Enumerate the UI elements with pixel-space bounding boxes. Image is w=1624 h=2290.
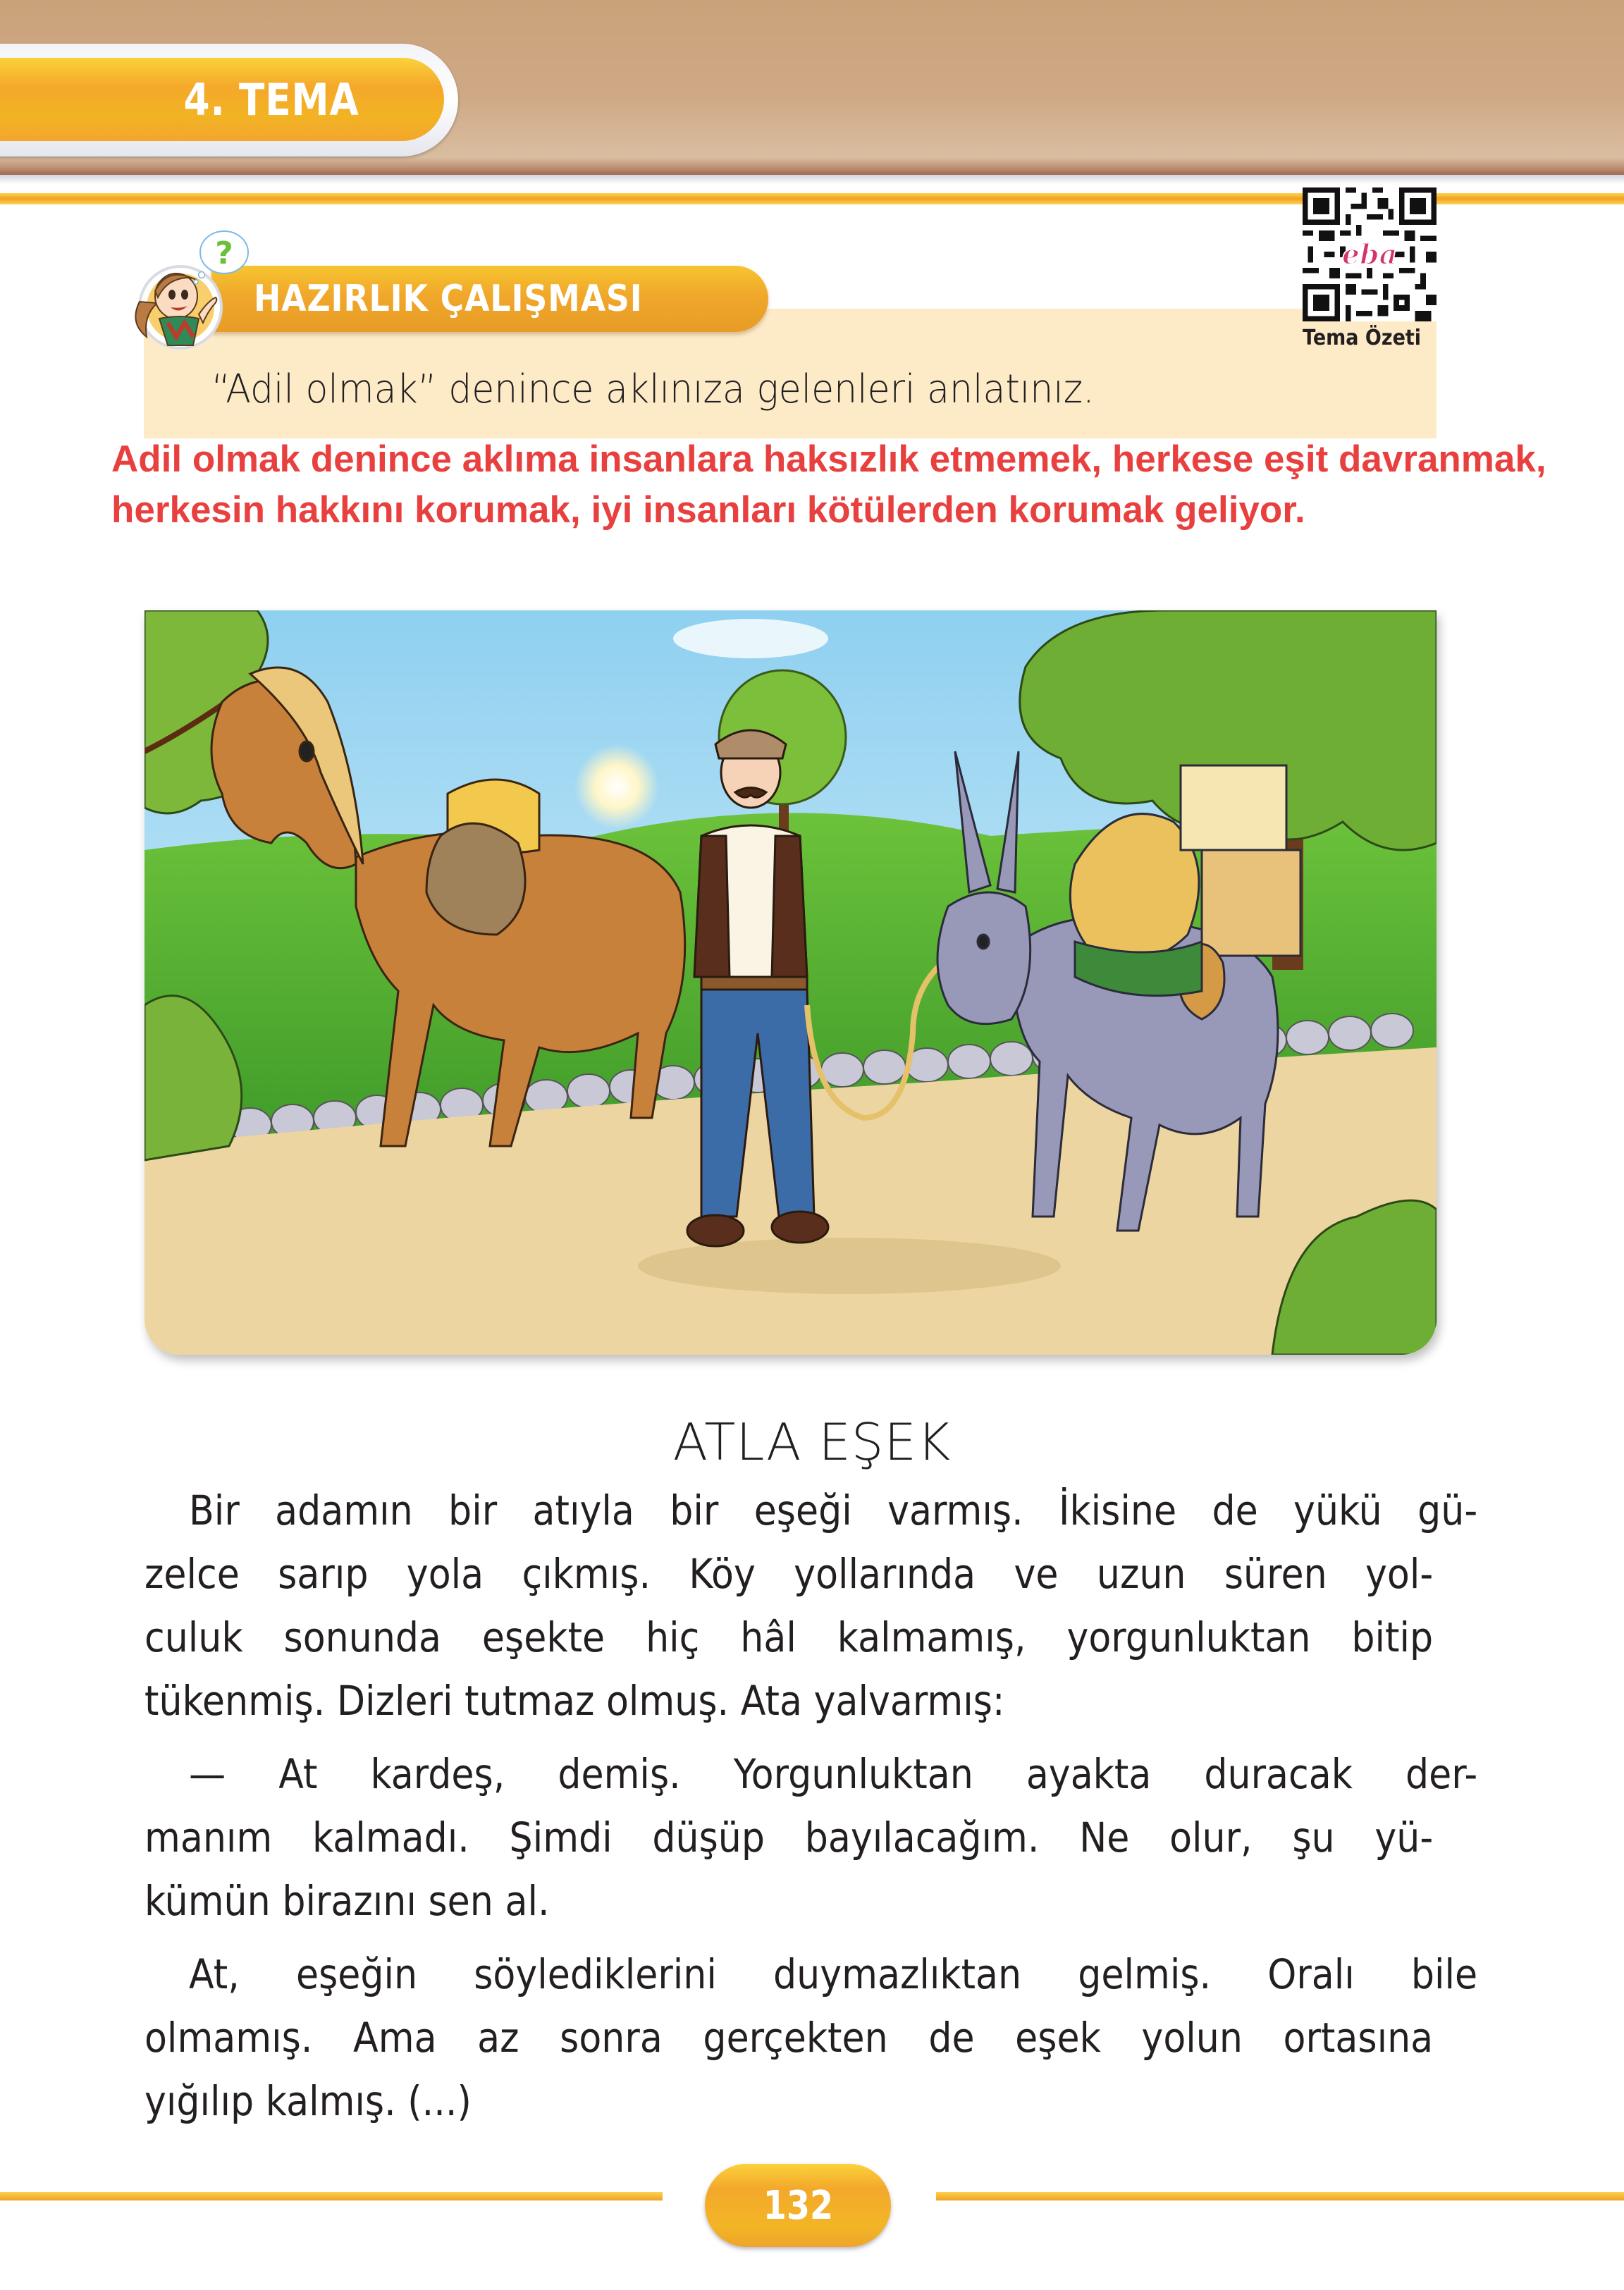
eba-logo: eba (1341, 238, 1398, 271)
story-line: yığılıp kalmış. (...) (144, 2077, 472, 2125)
story-title: ATLA EŞEK (672, 1412, 952, 1472)
preparation-question: “Adil olmak” denince aklınıza gelenleri anlatınız. (211, 367, 1095, 412)
girl-mascot-question-icon (125, 224, 252, 351)
preparation-title-pill (211, 266, 768, 332)
story-line: — At kardeş, demiş. Yorgunluktan ayakta duracak der- (189, 1750, 1478, 1798)
cloud (673, 619, 828, 658)
student-answer: Adil olmak denince aklıma insanlara haksızlık etmemek, herkese eşit davranmak, herkesin hakkını korumak, iyi insanları kötülerden korumak geliyor. (111, 438, 1546, 531)
story-line: manım kalmadı. Şimdi düşüp bayılacağım. Ne olur, şu yü- (144, 1814, 1434, 1861)
story-line: olmamış. Ama az sonra gerçekten de eşek yolun ortasına (144, 2014, 1434, 2062)
footer-rule-left (0, 2192, 663, 2200)
sun (574, 744, 659, 829)
page-number: 132 (763, 2182, 833, 2229)
story-line: kümün birazını sen al. (144, 1877, 550, 1925)
story-illustration (144, 610, 1437, 1355)
story-paragraph (144, 1479, 1478, 1732)
theme-pill (0, 58, 444, 141)
story-line: zelce sarıp yola çıkmış. Köy yollarında ve uzun süren yol- (144, 1550, 1434, 1598)
story-line: At, eşeğin söylediklerini duymazlıktan gelmiş. Oralı bile (189, 1950, 1478, 1998)
story-paragraph (144, 1742, 1478, 1933)
qr-block[interactable] (1303, 187, 1437, 350)
footer-rule-right (936, 2192, 1624, 2200)
theme-label: 4. TEMA (183, 73, 359, 125)
story-line: Bir adamın bir atıyla bir eşeği varmış. İkisine de yükü gü- (189, 1486, 1478, 1534)
story-line: tükenmiş. Dizleri tutmaz olmuş. Ata yalvarmış: (144, 1677, 1005, 1725)
page-number-badge (705, 2164, 891, 2247)
story-text (144, 1479, 1478, 2143)
preparation-title: HAZIRLIK ÇALIŞMASI (254, 278, 643, 320)
qr-code-icon[interactable] (1303, 187, 1437, 321)
story-paragraph (144, 1943, 1478, 2133)
qr-caption[interactable]: Tema Özeti (1303, 326, 1422, 350)
svg-text:?: ? (215, 235, 233, 271)
story-line: culuk sonunda eşekte hiç hâl kalmamış, yorgunluktan bitip (144, 1613, 1434, 1661)
